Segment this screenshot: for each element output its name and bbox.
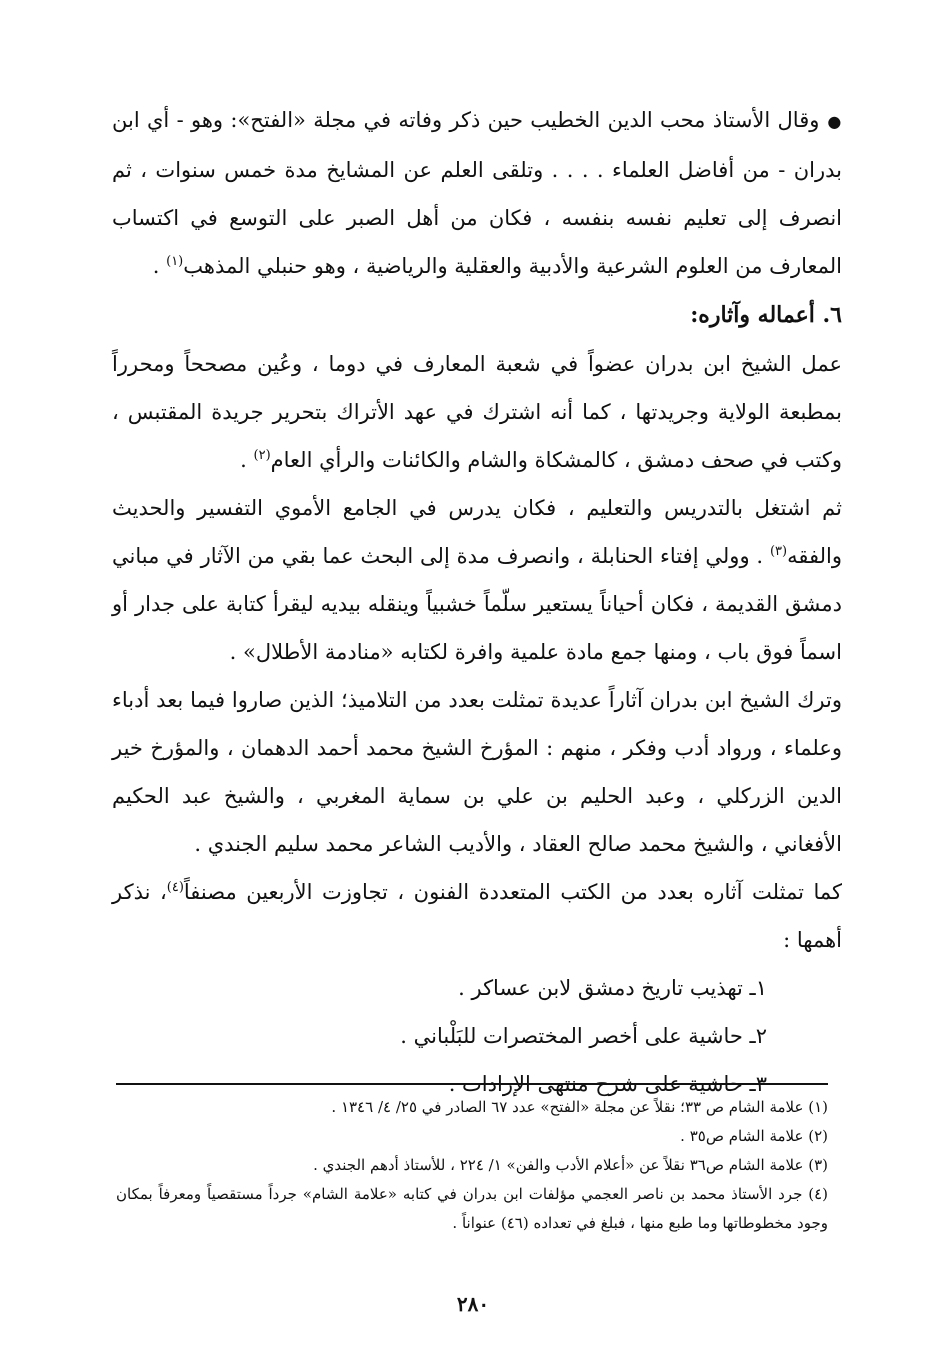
- footnote-4: (٤) جرد الأستاذ محمد بن ناصر العجمي مؤلفات ابن بدران في كتابه «علامة الشام» جرداً مستقصياً ومعرفاً بمكان وجود مخطوطاتها وما طبع منها ، فبلغ في تعداده (٤٦) عنواناً .: [116, 1185, 828, 1232]
- footnotes: [116, 1093, 828, 1238]
- paragraph-quote-khatib: [112, 96, 842, 290]
- paragraph-students: وترك الشيخ ابن بدران آثاراً عديدة تمثلت بعدد من التلاميذ؛ الذين صاروا فيما بعد أدباء وعلماء ، ورواد أدب وفكر ، منهم : المؤرخ الشيخ محمد أحمد الدهمان ، والمؤرخ خير الدين الزركلي ، وعبد الحليم بن علي بن سماية المغربي ، والشيخ عبد الحكيم الأفغاني ، والشيخ محمد صالح العقاد ، والأديب الشاعر محمد سليم الجندي .: [112, 688, 842, 856]
- paragraph-text: كما تمثلت آثاره بعدد من الكتب المتعددة الفنون ، تجاوزت الأربعين مصنفاً: [183, 880, 842, 904]
- paragraph-work-roles: [112, 340, 842, 484]
- paragraph-text: ثم اشتغل بالتدريس والتعليم ، فكان يدرس في الجامع الأموي التفسير والحديث والفقه: [112, 496, 842, 568]
- footnote-2: (٢) علامة الشام ص٣٥ .: [680, 1127, 828, 1145]
- list-item: ١ـ تهذيب تاريخ دمشق لابن عساكر .: [458, 976, 767, 1000]
- footnote-divider: [116, 1083, 828, 1085]
- paragraph-text: عمل الشيخ ابن بدران عضواً في شعبة المعارف في دوما ، وعُين مصححاً ومحرراً بمطبعة الولاية وجريدتها ، كما أنه اشترك في عهد الأتراك بتحرير جريدة المقتبس ، وكتب في صحف دمشق ، كالمشكاة والشام والكائنات والرأي العام: [112, 352, 842, 472]
- list-item: ٢ـ حاشية على أخصر المختصرات للبَلْباني .: [400, 1024, 767, 1048]
- page-number: ٢٨٠: [456, 1292, 490, 1316]
- footnote-ref-4[interactable]: (٤): [166, 880, 184, 895]
- section-heading-works: ٦. أعماله وآثاره:: [690, 302, 842, 328]
- paragraph-teaching: [112, 484, 842, 676]
- footnote-1: (١) علامة الشام ص ٣٣؛ نقلاً عن مجلة «الفتح» عدد ٦٧ الصادر في ٢٥/ ٤/ ١٣٤٦ .: [331, 1098, 828, 1116]
- page-body: [112, 96, 842, 1108]
- paragraph-end: .: [240, 448, 254, 472]
- paragraph-text-continued: ، نذكر أهمها :: [112, 880, 842, 952]
- list-item: ٣ـ حاشية على شرح منتهى الإرادات .: [448, 1072, 767, 1096]
- paragraph-text: وقال الأستاذ محب الدين الخطيب حين ذكر وفاته في مجلة «الفتح»: وهو - أي ابن بدران - من أفاضل العلماء . . . . وتلقى العلم عن المشايخ مدة خمس سنوات ، ثم انصرف إلى تعليم نفسه بنفسه ، فكان من أهل الصبر على التوسع في اكتساب المعارف من العلوم الشرعية والأدبية والعقلية والرياضية ، وهو حنبلي المذهب: [112, 108, 842, 278]
- paragraph-end: .: [152, 254, 167, 278]
- paragraph-books: [112, 868, 842, 964]
- footnote-3: (٣) علامة الشام ص٣٦ نقلاً عن «أعلام الأدب والفن» ١/ ٢٢٤ ، للأستاذ أدهم الجندي .: [313, 1156, 828, 1174]
- footnote-ref-2[interactable]: (٢): [253, 448, 271, 463]
- footnote-ref-1[interactable]: (١): [166, 254, 184, 269]
- footnote-ref-3[interactable]: (٣): [769, 544, 788, 559]
- works-list: [112, 964, 842, 1108]
- paragraph-text-continued: . وولي إفتاء الحنابلة ، وانصرف مدة إلى البحث عما بقي من الآثار في مباني دمشق القديمة ، فكان أحياناً يستعير سلّماً خشبياً وينقله بيديه ليقرأ كتابة على جدار أو اسماً فوق باب ، ومنها جمع مادة علمية وافرة لكتابه «منادمة الأطلال» .: [112, 544, 842, 664]
- bullet-icon: ●: [827, 112, 842, 131]
